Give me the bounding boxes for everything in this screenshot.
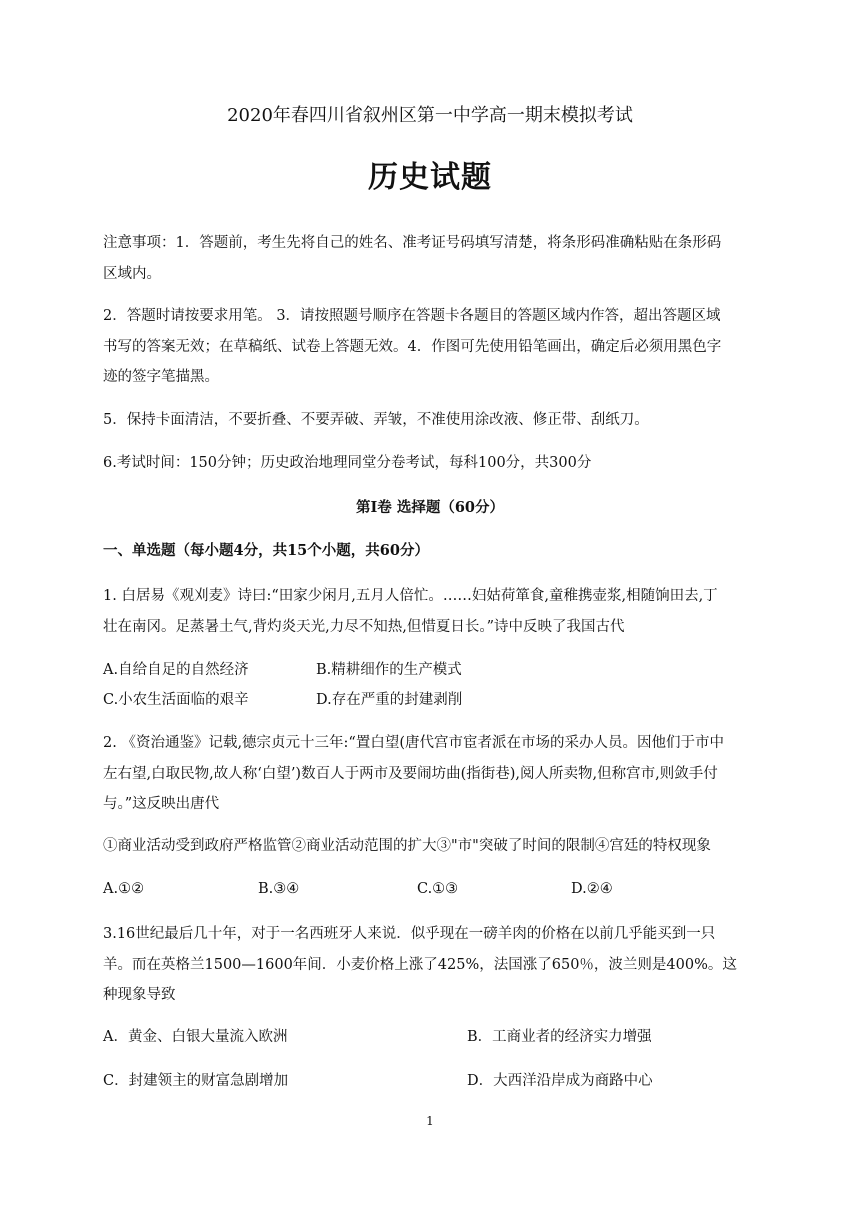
question-1-line-2: 壮在南冈。足蒸暑土气,背灼炎天光,力尽不知热,但惜夏日长。”诗中反映了我国古代 — [103, 619, 625, 635]
question-2-line-1: 2. 《资治通鉴》记载,德宗贞元十三年:“置白望(唐代宫市宦者派在市场的采办人员。因他们于市中 — [103, 735, 725, 751]
question-3-option-b: B．工商业者的经济实力增强 — [467, 1029, 652, 1045]
question-2-option-d: D.②④ — [571, 881, 613, 897]
part-title: 一、单选题（每小题4分，共15个小题，共60分） — [103, 542, 429, 559]
question-2-option-b: B.③④ — [258, 881, 300, 897]
question-2-option-c: C.①③ — [417, 881, 459, 897]
question-1-option-c: C.小农生活面临的艰辛 — [103, 692, 249, 708]
notes-line-1: 注意事项：1．答题前，考生先将自己的姓名、准考证号码填写清楚，将条形码准确粘贴在条形码 — [103, 235, 722, 251]
notes-line-4: 书写的答案无效；在草稿纸、试卷上答题无效。4．作图可先使用铅笔画出，确定后必须用黑色字 — [103, 339, 722, 355]
question-3-option-a: A．黄金、白银大量流入欧洲 — [103, 1029, 288, 1045]
question-2-statements: ①商业活动受到政府严格监管②商业活动范围的扩大③"市"突破了时间的限制④宫廷的特权现象 — [103, 838, 711, 854]
section-title: 第Ⅰ卷 选择题（60分） — [355, 499, 504, 516]
question-3-line-2: 羊。而在英格兰1500—1600年间．小麦价格上涨了425%，法国涨了650％，波兰则是400%。这 — [103, 957, 737, 973]
notes-line-6: 5．保持卡面清洁，不要折叠、不要弄破、弄皱，不准使用涂改液、修正带、刮纸刀。 — [103, 412, 649, 428]
question-1-option-a: A.自给自足的自然经济 — [103, 662, 249, 678]
question-2-option-a: A.①② — [103, 881, 145, 897]
question-3-option-d: D．大西洋沿岸成为商路中心 — [467, 1073, 653, 1089]
notes-line-5: 迹的签字笔描黑。 — [103, 369, 219, 385]
subject-title: 历史试题 — [368, 160, 492, 195]
question-3-line-3: 种现象导致 — [103, 987, 176, 1003]
question-1-option-d: D.存在严重的封建剥削 — [316, 692, 463, 708]
question-3-line-1: 3.16世纪最后几十年，对于一名西班牙人来说．似乎现在一磅羊肉的价格在以前几乎能买到一只 — [103, 926, 716, 942]
question-2-line-2: 左右望,白取民物,故人称‘白望’)数百人于两市及要闹坊曲(指街巷),阅人所卖物,但称宫市,则敛手付 — [103, 766, 718, 782]
notes-line-3: 2．答题时请按要求用笔。 3．请按照题号顺序在答题卡各题目的答题区域内作答，超出答题区域 — [103, 308, 721, 324]
question-1-line-1: 1. 白居易《观刈麦》诗曰:“田家少闲月,五月人倍忙。……妇姑荷箪食,童稚携壶浆,相随饷田去,丁 — [103, 588, 718, 604]
notes-line-2: 区域内。 — [103, 266, 161, 282]
page-number: 1 — [426, 1114, 434, 1128]
exam-title: 2020年春四川省叙州区第一中学高一期末模拟考试 — [227, 105, 633, 126]
question-1-option-b: B.精耕细作的生产模式 — [316, 662, 462, 678]
question-2-line-3: 与。”这反映出唐代 — [103, 796, 220, 812]
question-3-option-c: C．封建领主的财富急剧增加 — [103, 1073, 289, 1089]
notes-line-7: 6.考试时间：150分钟；历史政治地理同堂分卷考试，每科100分，共300分 — [103, 455, 592, 471]
